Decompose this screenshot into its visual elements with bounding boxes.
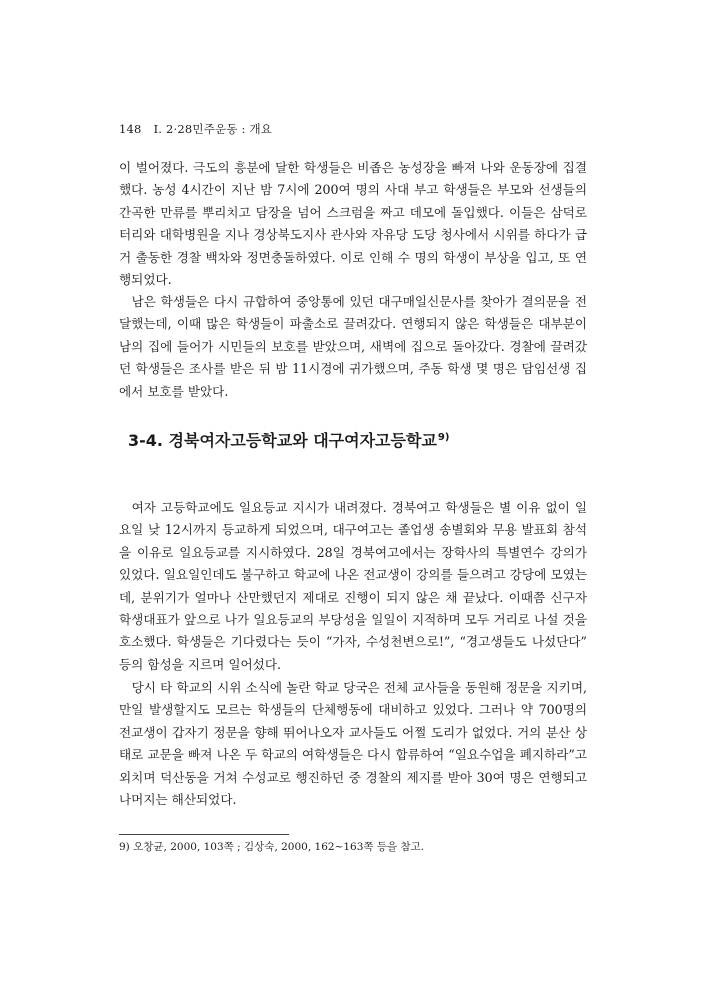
footnote-reference: 9) bbox=[437, 431, 450, 443]
section-heading-text: 3-4. 경북여자고등학교와 대구여자고등학교 bbox=[128, 431, 437, 450]
paragraph-block-2 bbox=[119, 291, 587, 403]
paragraph-block-3 bbox=[119, 497, 587, 676]
footnote-divider bbox=[119, 834, 289, 835]
running-header bbox=[119, 121, 272, 137]
paragraph: 남은 학생들은 다시 규합하여 중앙통에 있던 대구매일신문사를 찾아가 결의문을 전달했는데, 이때 많은 학생들이 파출소로 끌려갔다. 연행되지 않은 학생들은 대부분이 남의 집에 들어가 시민들의 보호를 받았으며, 새벽에 집으로 돌아갔다. 경찰에 끌려갔던 학생들은 조사를 받은 뒤 밤 11시경에 귀가했으며, 주동 학생 몇 명은 담임선생 집에서 보호를 받았다. bbox=[119, 294, 587, 399]
page-number: 148 bbox=[119, 122, 142, 136]
section-heading bbox=[128, 428, 449, 451]
paragraph: 이 벌어졌다. 극도의 흥분에 달한 학생들은 비좁은 농성장을 빠져 나와 운동장에 집결했다. 농성 4시간이 지난 밤 7시에 200여 명의 사대 부고 학생들은 부모와 선생들의 간곡한 만류를 뿌리치고 담장을 넘어 스크럼을 짜고 데모에 돌입했다. 이들은 삼덕로터리와 대학병원을 지나 경상북도지사 관사와 자유당 도당 청사에서 시위를 하다가 급거 출동한 경찰 백차와 정면충돌하였다. 이로 인해 수 명의 학생이 부상을 입고, 또 연행되었다. bbox=[119, 160, 587, 288]
paragraph-block-4 bbox=[119, 677, 587, 811]
paragraph: 여자 고등학교에도 일요등교 지시가 내려졌다. 경북여고 학생들은 별 이유 없이 일요일 낮 12시까지 등교하게 되었으며, 대구여고는 졸업생 송별회와 무용 발표회 참석을 이유로 일요등교를 지시하였다. 28일 경북여고에서는 장학사의 특별연수 강의가 있었다. 일요일인데도 불구하고 학교에 나온 전교생이 강의를 들으려고 강당에 모였는데, 분위기가 얼마나 산만했던지 제대로 진행이 되지 않은 채 끝났다. 이때쯤 신구자 학생대표가 앞으로 나가 일요등교의 부당성을 일일이 지적하며 모두 거리로 나설 것을 호소했다. 학생들은 기다렸다는 듯이 “가자, 수성천변으로!”, “경고생들도 나섰단다” 등의 함성을 지르며 일어섰다. bbox=[119, 500, 587, 672]
running-title: Ⅰ. 2·28민주운동 : 개요 bbox=[153, 122, 273, 136]
paragraph-block-1 bbox=[119, 157, 587, 291]
paragraph: 당시 타 학교의 시위 소식에 놀란 학교 당국은 전체 교사들을 동원해 정문을 지키며, 만일 발생할지도 모르는 학생들의 단체행동에 대비하고 있었다. 그러나 약 700명의 전교생이 갑자기 정문을 향해 뛰어나오자 교사들도 어쩔 도리가 없었다. 거의 분산 상태로 교문을 빠져 나온 두 학교의 여학생들은 다시 합류하여 “일요수업을 폐지하라”고 외치며 덕산동을 거쳐 수성교로 행진하던 중 경찰의 제지를 받아 30여 명은 연행되고 나머지는 해산되었다. bbox=[119, 680, 587, 808]
footnote: 9) 오창균, 2000, 103쪽 ; 김상숙, 2000, 162~163쪽 등을 참고. bbox=[119, 841, 425, 853]
